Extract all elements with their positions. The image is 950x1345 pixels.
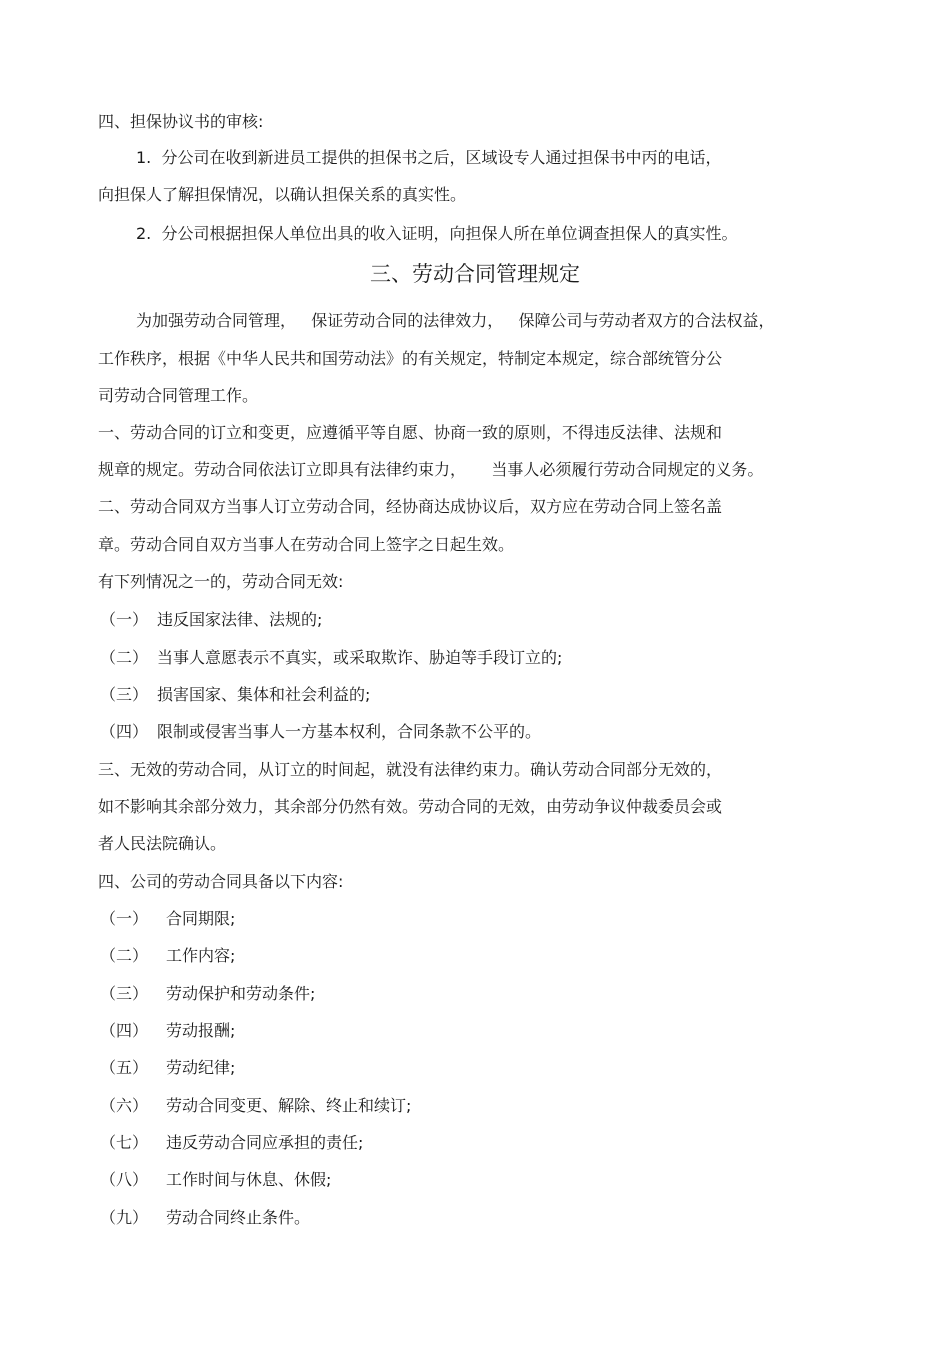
clause-3-line-2: 如不影响其余部分效力，其余部分仍然有效。劳动合同的无效，由劳动争议仲裁委员会或	[98, 797, 723, 816]
section-4-item-2: 2. 分公司根据担保人单位出具的收入证明，向担保人所在单位调查担保人的真实性。	[136, 224, 738, 243]
clause-3-line-3: 者人民法院确认。	[98, 834, 227, 853]
list-item-number: （五）	[100, 1058, 149, 1077]
list-item-text: 限制或侵害当事人一方基本权利，合同条款不公平的。	[157, 722, 542, 741]
list-item-number: （九）	[100, 1208, 149, 1227]
list-item-text: 工作时间与休息、休假;	[166, 1170, 332, 1189]
clause-2-line-2: 章。劳动合同自双方当事人在劳动合同上签字之日起生效。	[98, 535, 515, 554]
list-item-text: 劳动合同变更、解除、终止和续订;	[166, 1096, 412, 1115]
list-item-number: （一）	[100, 610, 149, 629]
section-4-item-1-line-1: 1. 分公司在收到新进员工提供的担保书之后，区域设专人通过担保书中丙的电话，	[136, 148, 722, 167]
list-item-text: 劳动报酬;	[166, 1021, 236, 1040]
list-item-number: （四）	[100, 1021, 149, 1040]
clause-1-line-2: 规章的规定。劳动合同依法订立即具有法律约束力， 当事人必须履行劳动合同规定的义务。	[98, 460, 764, 479]
clause-1-line-1: 一、劳动合同的订立和变更，应遵循平等自愿、协商一致的原则，不得违反法律、法规和	[98, 423, 723, 442]
list-item-number: （八）	[100, 1170, 149, 1189]
list-item-number: （三）	[100, 984, 149, 1003]
list-item-text: 劳动保护和劳动条件;	[166, 984, 316, 1003]
list-item-text: 劳动纪律;	[166, 1058, 236, 1077]
intro-line-2: 工作秩序，根据《中华人民共和国劳动法》的有关规定，特制定本规定，综合部统管分公	[98, 349, 723, 368]
section-title: 三、劳动合同管理规定	[370, 262, 580, 286]
list-item-text: 工作内容;	[166, 946, 236, 965]
list-item-text: 损害国家、集体和社会利益的;	[157, 685, 371, 704]
list-item-number: （一）	[100, 909, 149, 928]
list-item-text: 合同期限;	[166, 909, 236, 928]
intro-line-3: 司劳动合同管理工作。	[98, 386, 259, 405]
list-item-text: 违反国家法律、法规的;	[157, 610, 323, 629]
list-item-number: （二）	[100, 648, 149, 667]
clause-2-line-1: 二、劳动合同双方当事人订立劳动合同，经协商达成协议后，双方应在劳动合同上签名盖	[98, 497, 723, 516]
list-item-text: 劳动合同终止条件。	[166, 1208, 311, 1227]
clause-4-line-1: 四、公司的劳动合同具备以下内容:	[98, 872, 344, 891]
list-item-number: （七）	[100, 1133, 149, 1152]
list-item-number: （四）	[100, 722, 149, 741]
clause-3-line-1: 三、无效的劳动合同，从订立的时间起，就没有法律约束力。确认劳动合同部分无效的，	[98, 760, 723, 779]
list-item-text: 违反劳动合同应承担的责任;	[166, 1133, 364, 1152]
list-item-number: （三）	[100, 685, 149, 704]
list-item-number: （二）	[100, 946, 149, 965]
clause-2-line-3: 有下列情况之一的，劳动合同无效:	[98, 572, 344, 591]
list-item-number: （六）	[100, 1096, 149, 1115]
list-item-text: 当事人意愿表示不真实，或采取欺诈、胁迫等手段订立的;	[157, 648, 563, 667]
section-4-heading: 四、担保协议书的审核:	[98, 112, 264, 131]
section-4-item-1-line-2: 向担保人了解担保情况，以确认担保关系的真实性。	[98, 185, 467, 204]
intro-line-1: 为加强劳动合同管理， 保证劳动合同的法律效力， 保障公司与劳动者双方的合法权益，	[136, 311, 775, 330]
